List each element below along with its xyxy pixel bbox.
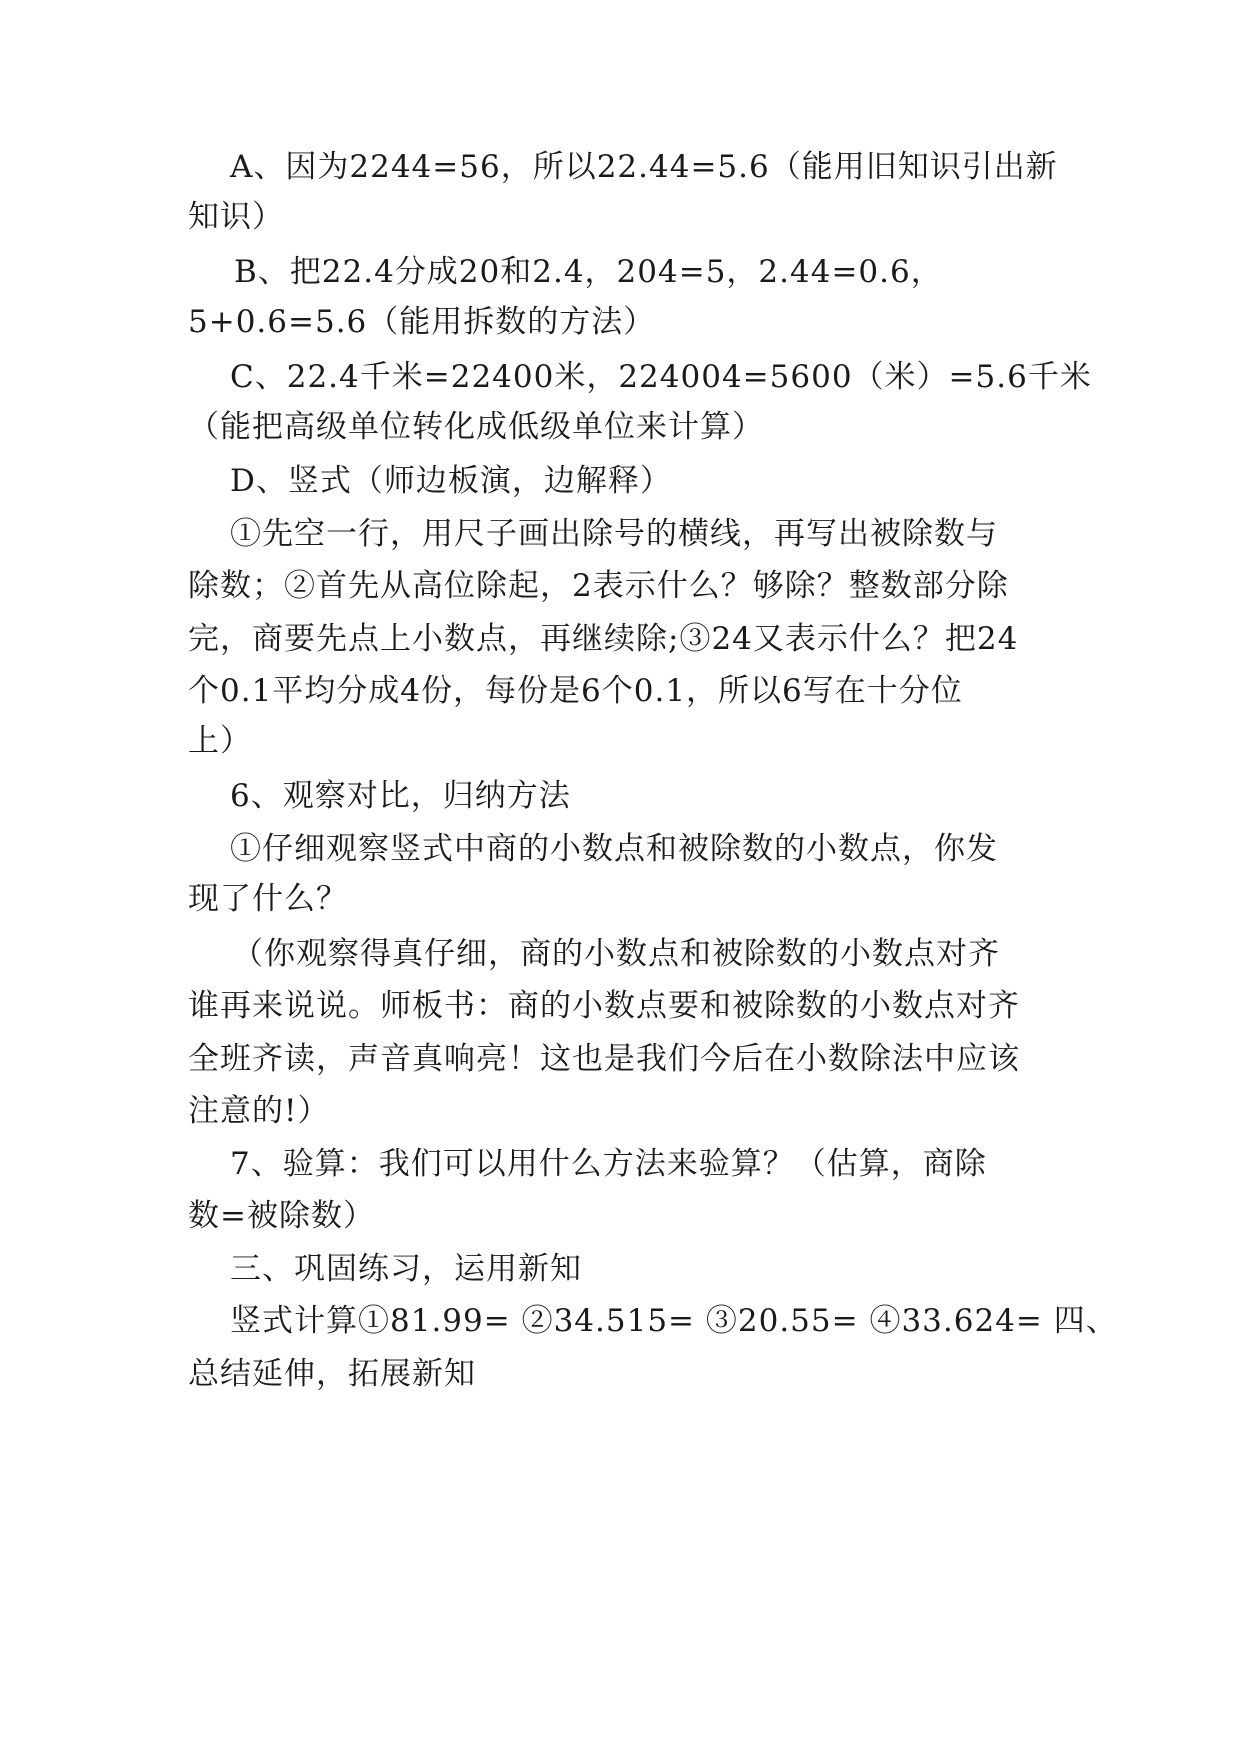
text-line: 知识） bbox=[188, 199, 284, 235]
text-line: 5+0.6=5.6（能用拆数的方法） bbox=[188, 304, 656, 340]
text-line: B、把22.4分成20和2.4，204=5，2.44=0.6， bbox=[234, 254, 943, 290]
text-line: ①先空一行，用尺子画出除号的横线，再写出被除数与 bbox=[230, 516, 998, 552]
text-line: 现了什么？ bbox=[188, 881, 348, 917]
text-line: 总结延伸，拓展新知 bbox=[188, 1356, 476, 1392]
text-line: ①仔细观察竖式中商的小数点和被除数的小数点，你发 bbox=[230, 831, 998, 867]
text-line: （能把高级单位转化成低级单位来计算） bbox=[188, 409, 764, 445]
text-line: 7、验算：我们可以用什么方法来验算？（估算，商除 bbox=[230, 1146, 987, 1182]
text-line: C、22.4千米=22400米，224004=5600（米）=5.6千米 bbox=[230, 359, 1092, 395]
text-line: 竖式计算①81.99= ②34.515= ③20.55= ④33.624= 四、 bbox=[230, 1303, 1118, 1339]
text-line: 上） bbox=[188, 723, 252, 759]
text-line: 除数；②首先从高位除起，2表示什么？够除？整数部分除 bbox=[188, 568, 1009, 604]
text-line: 数=被除数） bbox=[188, 1198, 375, 1234]
text-line: 完，商要先点上小数点，再继续除;③24又表示什么？把24 bbox=[188, 621, 1019, 657]
text-line: （你观察得真仔细，商的小数点和被除数的小数点对齐 bbox=[232, 936, 1000, 972]
text-line: 三、巩固练习，运用新知 bbox=[230, 1251, 582, 1287]
text-line: D、竖式（师边板演，边解释） bbox=[230, 463, 672, 499]
text-line: 注意的!） bbox=[188, 1093, 330, 1129]
text-line: 6、观察对比，归纳方法 bbox=[230, 778, 571, 814]
text-line: 个0.1平均分成4份，每份是6个0.1，所以6写在十分位 bbox=[188, 673, 963, 709]
text-line: A、因为2244=56，所以22.44=5.6（能用旧知识引出新 bbox=[230, 149, 1058, 185]
text-line: 全班齐读，声音真响亮！这也是我们今后在小数除法中应该 bbox=[188, 1041, 1020, 1077]
text-line: 谁再来说说。师板书：商的小数点要和被除数的小数点对齐 bbox=[188, 988, 1020, 1024]
